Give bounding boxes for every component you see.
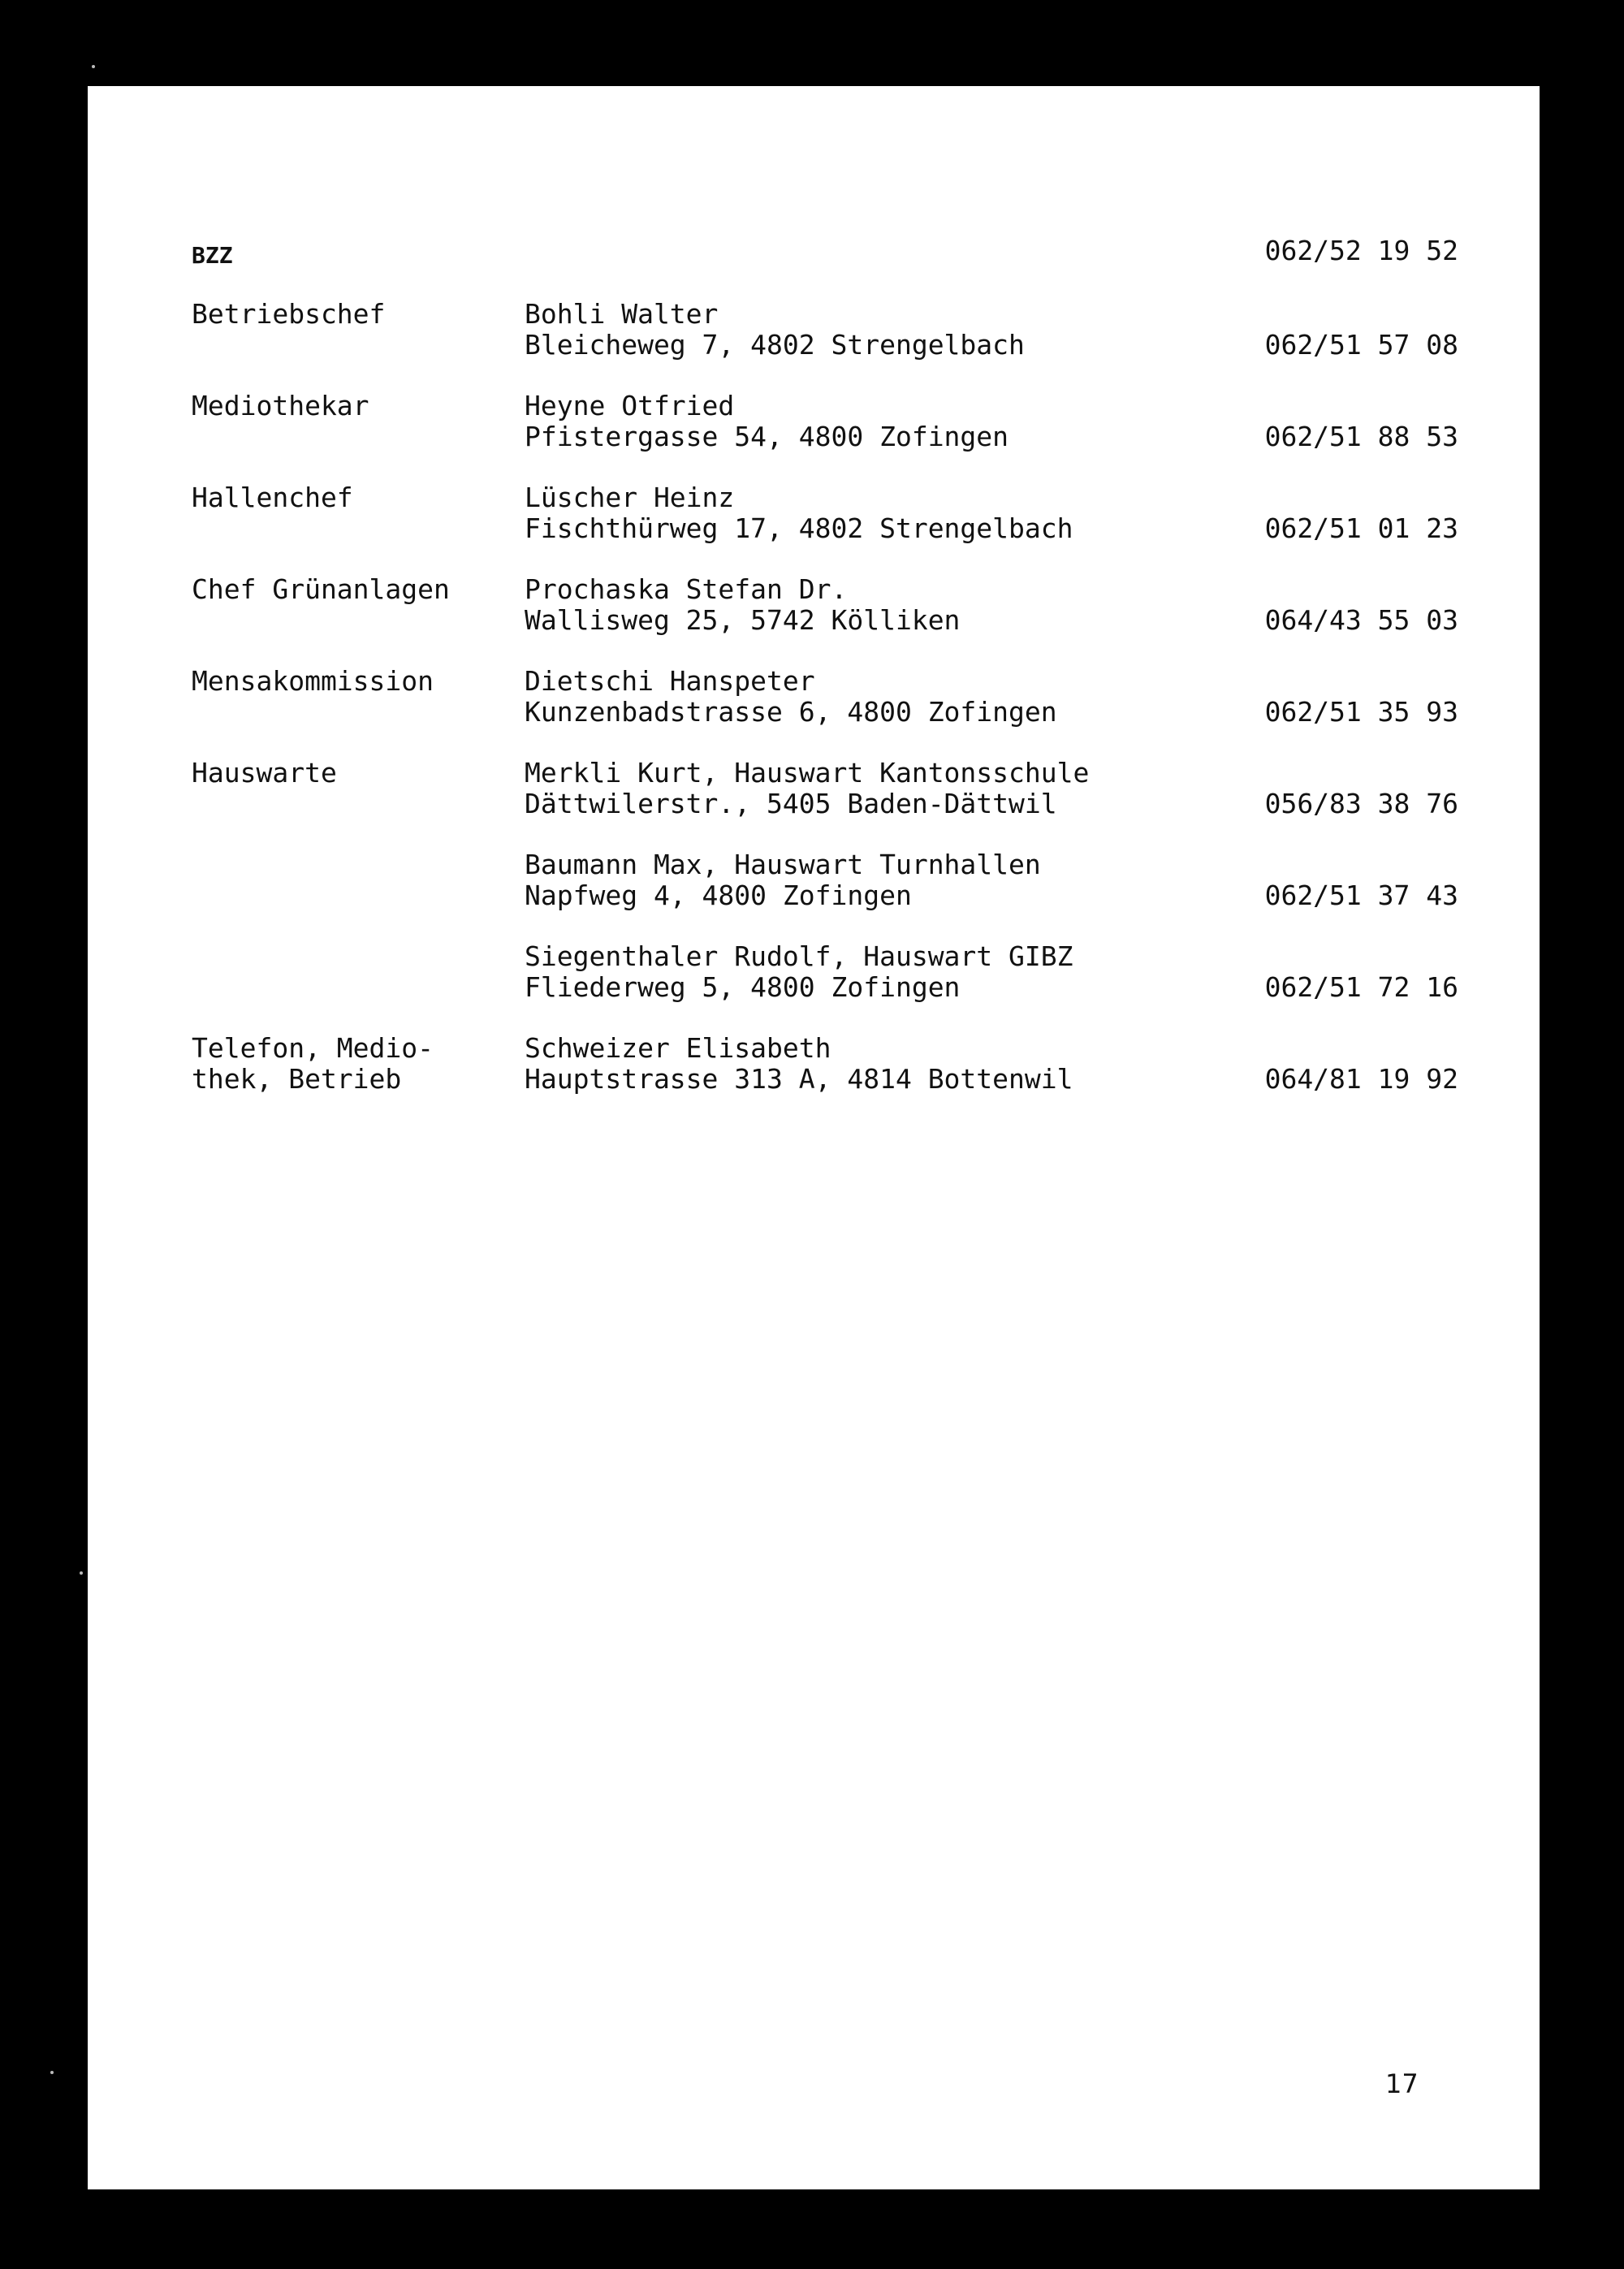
contact-phone: 062/51 37 43 (1264, 880, 1458, 911)
contact-role: Betriebschef (192, 298, 386, 330)
contact-role: Telefon, Medio- thek, Betrieb (192, 1032, 434, 1095)
contact-phone: 056/83 38 76 (1264, 788, 1458, 819)
contact-name: Baumann Max, Hauswart Turnhallen (525, 849, 1041, 880)
scan-speck (80, 1571, 83, 1575)
contact-address: Kunzenbadstrasse 6, 4800 Zofingen (525, 696, 1057, 728)
contact-phone: 064/81 19 92 (1264, 1063, 1458, 1095)
scan-speck (92, 65, 95, 68)
contact-entry (192, 758, 1458, 823)
contact-phone: 062/51 57 08 (1264, 329, 1458, 361)
contact-phone: 062/51 72 16 (1264, 971, 1458, 1003)
contact-entry (192, 299, 1458, 364)
contact-address: Wallisweg 25, 5742 Kölliken (525, 604, 961, 636)
contact-address: Dättwilerstr., 5405 Baden-Dättwil (525, 788, 1057, 819)
document-page (88, 86, 1540, 2189)
contact-entry (192, 941, 1458, 1006)
contact-phone: 062/51 01 23 (1264, 512, 1458, 544)
contact-address: Bleicheweg 7, 4802 Strengelbach (525, 329, 1025, 361)
contact-entry (192, 482, 1458, 547)
contact-name: Dietschi Hanspeter (525, 665, 815, 697)
contact-address: Napfweg 4, 4800 Zofingen (525, 880, 912, 911)
organization-name: BZZ (192, 242, 233, 269)
contact-name: Bohli Walter (525, 298, 719, 330)
contact-role: Mensakommission (192, 665, 434, 697)
contact-name: Siegenthaler Rudolf, Hauswart GIBZ (525, 940, 1073, 972)
contact-address: Pfistergasse 54, 4800 Zofingen (525, 421, 1009, 452)
contact-phone: 062/51 35 93 (1264, 696, 1458, 728)
contact-name: Lüscher Heinz (525, 482, 735, 513)
page-number: 17 (1385, 2068, 1419, 2099)
header-row (192, 236, 1458, 274)
contact-entry (192, 849, 1458, 914)
organization-phone: 062/52 19 52 (1264, 235, 1458, 266)
scan-speck (50, 2071, 54, 2074)
contact-role: Chef Grünanlagen (192, 573, 450, 605)
contact-name: Heyne Otfried (525, 390, 735, 421)
contact-entry (192, 574, 1458, 639)
contact-role: Mediothekar (192, 390, 369, 421)
contact-address: Fischthürweg 17, 4802 Strengelbach (525, 512, 1073, 544)
contact-address: Hauptstrasse 313 A, 4814 Bottenwil (525, 1063, 1073, 1095)
contact-address: Fliederweg 5, 4800 Zofingen (525, 971, 961, 1003)
contact-phone: 062/51 88 53 (1264, 421, 1458, 452)
contact-role: Hallenchef (192, 482, 353, 513)
contact-entry (192, 1033, 1458, 1098)
contact-phone: 064/43 55 03 (1264, 604, 1458, 636)
contact-entry (192, 391, 1458, 456)
contact-name: Prochaska Stefan Dr. (525, 573, 848, 605)
contact-role: Hauswarte (192, 757, 337, 789)
contact-entry (192, 666, 1458, 731)
contact-name: Merkli Kurt, Hauswart Kantonsschule (525, 757, 1090, 789)
contact-name: Schweizer Elisabeth (525, 1032, 831, 1064)
